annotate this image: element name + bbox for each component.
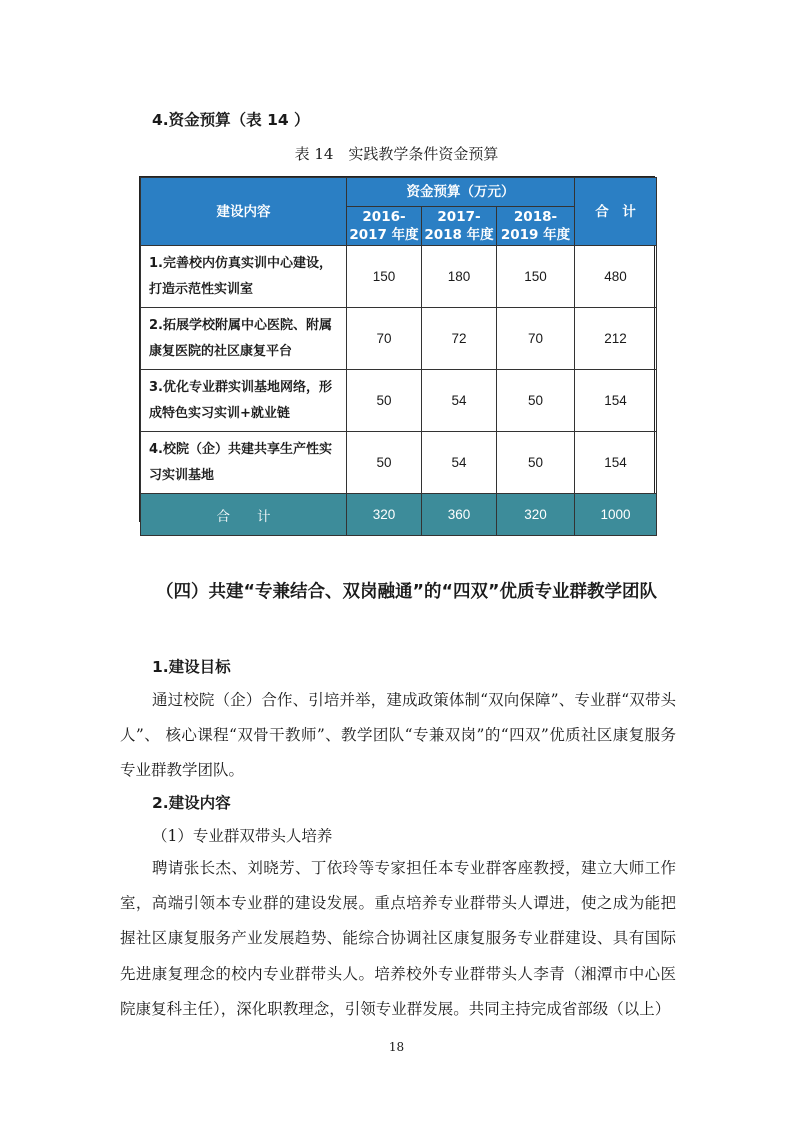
row-value-3: 50: [497, 370, 575, 432]
row-value-2: 180: [422, 246, 497, 308]
row-value-2: 72: [422, 308, 497, 370]
budget-table: [139, 176, 655, 522]
row-item: 4.校院（企）共建共享生产性实习实训基地: [141, 432, 347, 494]
row-value-3: 70: [497, 308, 575, 370]
row-total: 480: [575, 246, 657, 308]
total-value-1: 320: [347, 494, 422, 536]
total-value-3: 320: [497, 494, 575, 536]
section-heading: （四）共建“专兼结合、双岗融通”的“四双”优质专业群教学团队: [156, 582, 658, 602]
row-total: 212: [575, 308, 657, 370]
goal-paragraph: 通过校院（企）合作、引培并举，建成政策体制“双向保障”、专业群“双带头人”、 核心课程“双骨干教师”、教学团队“专兼双岗”的“四双”优质社区康复服务专业群教学团队。: [120, 691, 676, 780]
header-year-1: 2016-2017 年度: [347, 207, 422, 246]
row-total: 154: [575, 432, 657, 494]
total-value-2: 360: [422, 494, 497, 536]
table-row: [141, 432, 657, 494]
row-item: 1.完善校内仿真实训中心建设，打造示范性实训室: [141, 246, 347, 308]
row-total: 154: [575, 370, 657, 432]
row-value-2: 54: [422, 370, 497, 432]
content-heading: 2.建设内容: [152, 794, 231, 812]
total-sum: 1000: [575, 494, 657, 536]
goal-heading: 1.建设目标: [152, 658, 231, 676]
row-item: 3.优化专业群实训基地网络，形成特色实习实训+就业链: [141, 370, 347, 432]
header-year-3: 2018-2019 年度: [497, 207, 575, 246]
row-value-1: 50: [347, 370, 422, 432]
total-label: 合 计: [141, 494, 347, 536]
header-budget: 资金预算（万元）: [347, 178, 575, 207]
table-row: [141, 246, 657, 308]
table-caption: 表 14 实践教学条件资金预算: [294, 145, 499, 163]
row-value-3: 150: [497, 246, 575, 308]
total-row: [141, 494, 657, 536]
row-value-3: 50: [497, 432, 575, 494]
row-value-1: 50: [347, 432, 422, 494]
row-value-1: 150: [347, 246, 422, 308]
header-item: 建设内容: [141, 178, 347, 246]
header-year-2: 2017-2018 年度: [422, 207, 497, 246]
table-row: [141, 370, 657, 432]
header-total: 合 计: [575, 178, 657, 246]
row-value-1: 70: [347, 308, 422, 370]
row-value-2: 54: [422, 432, 497, 494]
table-row: [141, 308, 657, 370]
row-item: 2.拓展学校附属中心医院、附属康复医院的社区康复平台: [141, 308, 347, 370]
page-number: 18: [388, 1040, 405, 1054]
content-paragraph: 聘请张长杰、刘晓芳、丁依玲等专家担任本专业群客座教授，建立大师工作室，高端引领本专业群的建设发展。重点培养专业群带头人谭进，使之成为能把握社区康复服务产业发展趋势、能综合协调社区康复服务专业群建设、具有国际先进康复理念的校内专业群带头人。培养校外专业群带头人李青（湘潭市中心医院康复科主任），深化职教理念，引领专业群发展。共同主持完成省部级（以上）: [120, 859, 676, 1018]
budget-section-label: 4.资金预算（表 14 ）: [152, 111, 310, 129]
content-subheading: （1）专业群双带头人培养: [152, 827, 333, 845]
